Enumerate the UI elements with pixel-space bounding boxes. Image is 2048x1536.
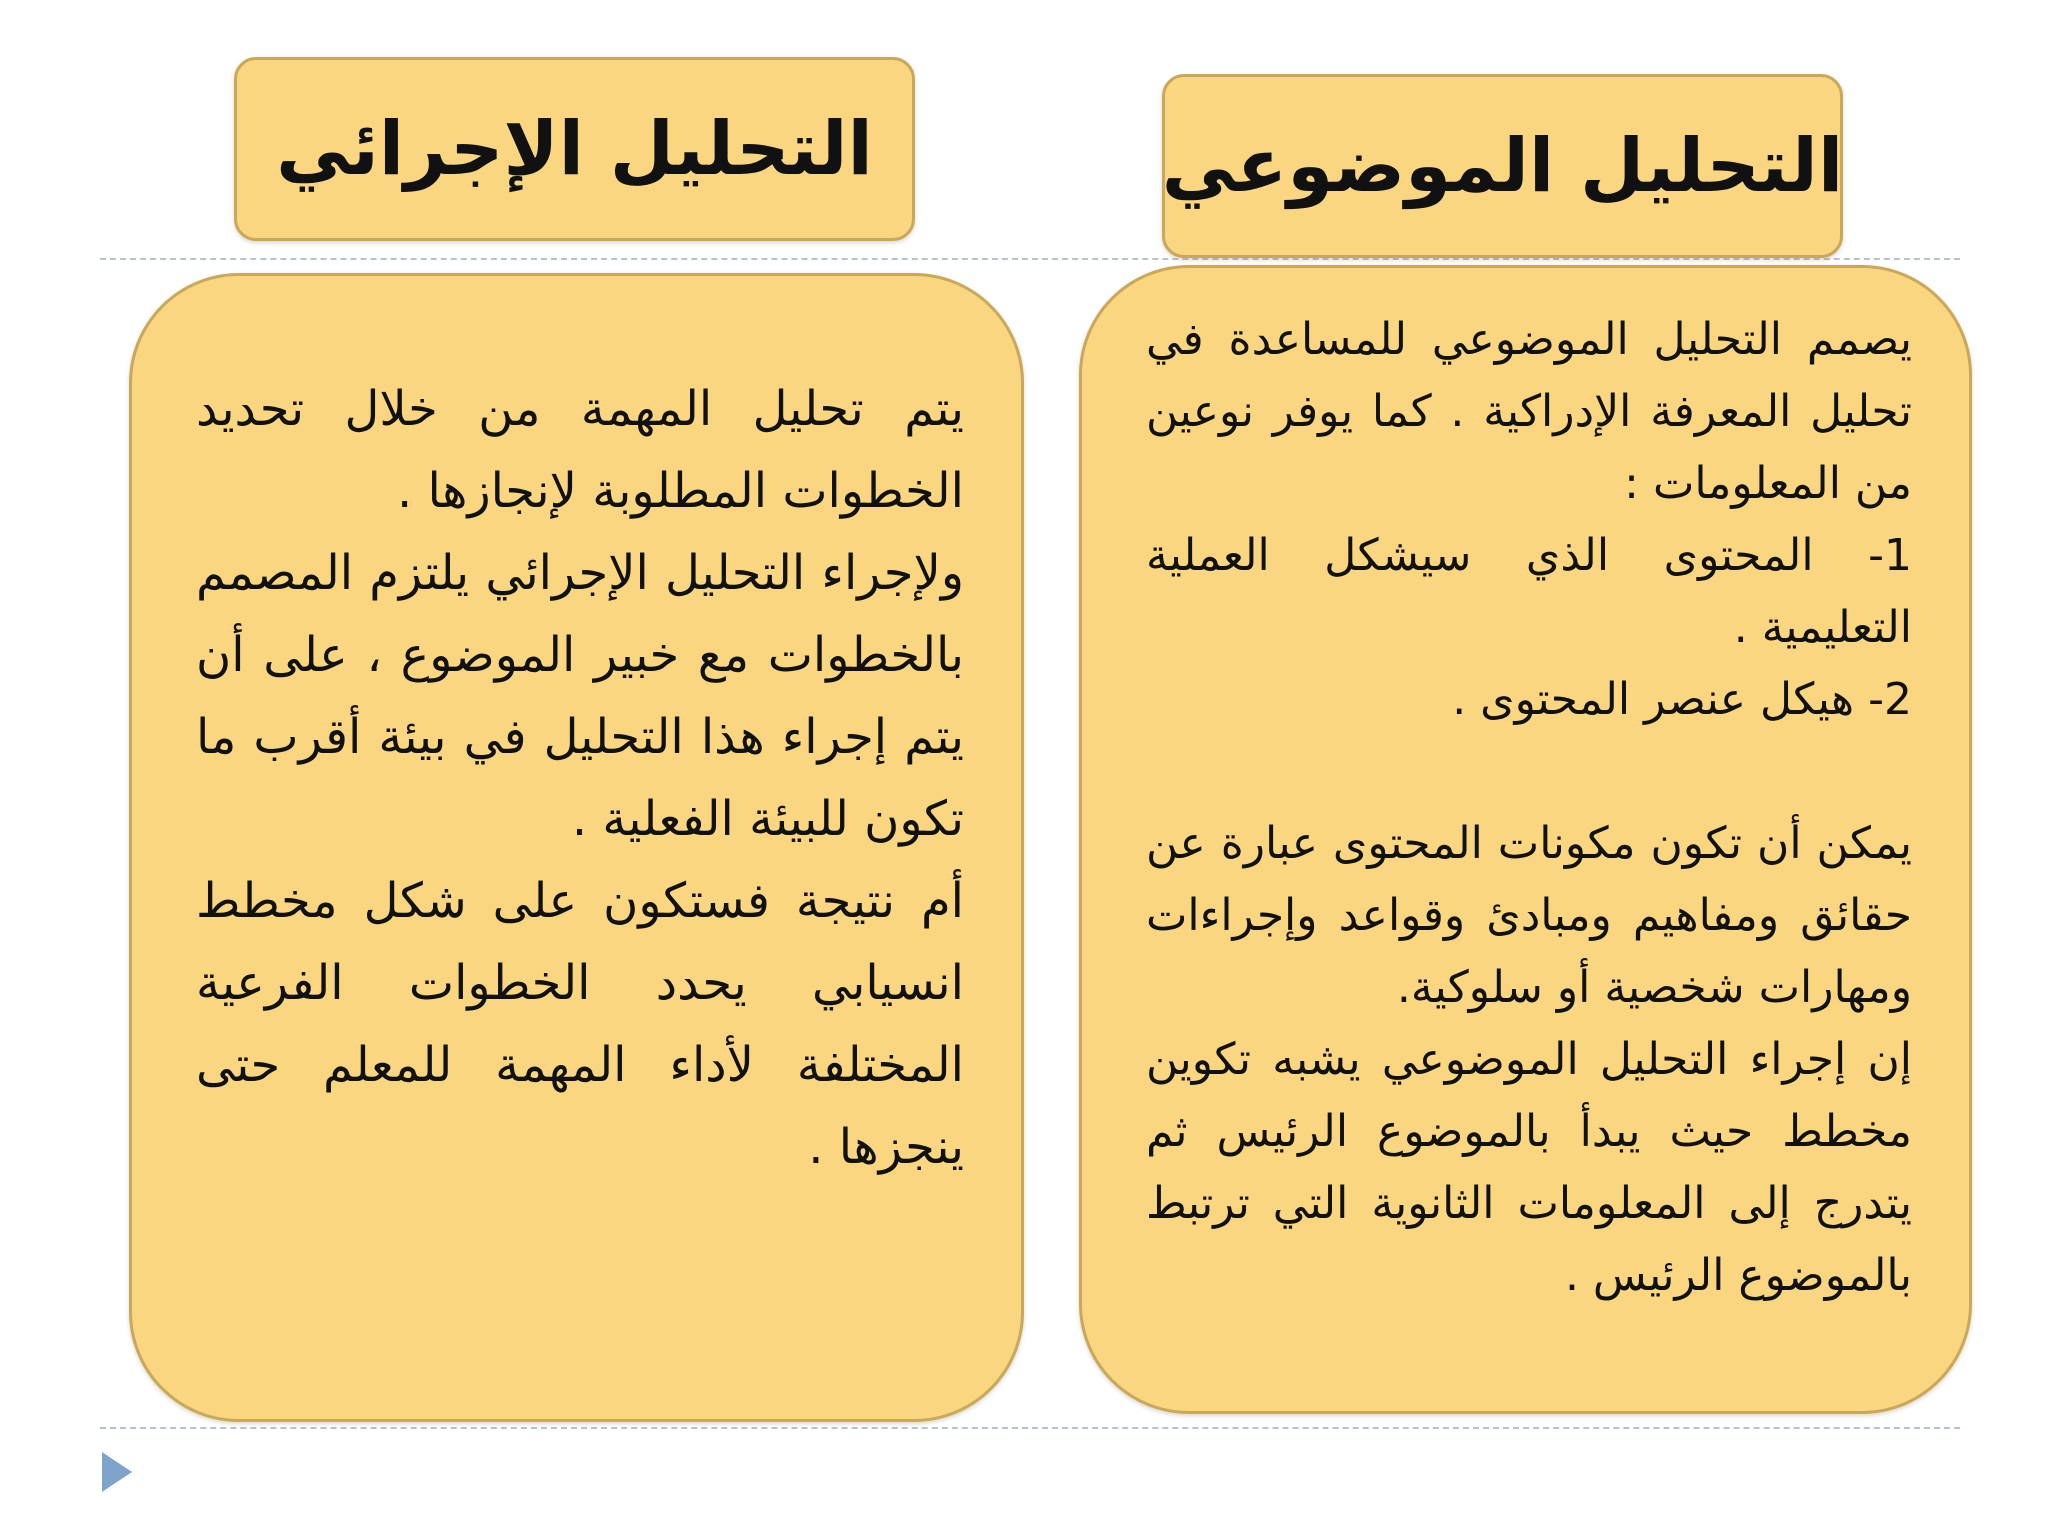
right-paragraph-spacer [1146,736,1912,808]
left-content-text [196,368,964,1188]
left-paragraph-2: ولإجراء التحليل الإجرائي يلتزم المصمم بالخطوات مع خبير الموضوع ، على أن يتم إجراء هذا التحليل في بيئة أقرب ما تكون للبيئة الفعلية . [196,545,964,847]
right-paragraph-3: 2- هيكل عنصر المحتوى . [1452,674,1912,725]
right-title: التحليل الموضوعي [1161,123,1844,209]
top-divider [100,258,1960,260]
right-paragraph-5: إن إجراء التحليل الموضوعي يشبه تكوين مخطط حيث يبدأ بالموضوع الرئيس ثم يتدرج إلى المعلومات الثانوية التي ترتبط بالموضوع الرئيس . [1146,1034,1912,1301]
right-title-box [1162,74,1843,258]
left-title: التحليل الإجرائي [276,106,873,192]
play-triangle-icon [102,1452,132,1492]
right-content-box [1079,265,1972,1414]
right-paragraph-1: يصمم التحليل الموضوعي للمساعدة في تحليل المعرفة الإدراكية . كما يوفر نوعين من المعلومات : [1146,314,1912,509]
right-paragraph-2: 1- المحتوى الذي سيشكل العملية التعليمية . [1146,530,1912,653]
left-paragraph-1: يتم تحليل المهمة من خلال تحديد الخطوات المطلوبة لإنجازها . [196,381,964,519]
bottom-divider [100,1427,1960,1429]
right-content-text [1146,304,1912,1312]
right-paragraph-4: يمكن أن تكون مكونات المحتوى عبارة عن حقائق ومفاهيم ومبادئ وقواعد وإجراءات ومهارات شخصية أو سلوكية. [1146,818,1912,1013]
left-title-box [234,57,915,241]
left-content-box [129,273,1024,1422]
left-paragraph-3: أم نتيجة فستكون على شكل مخطط انسيابي يحدد الخطوات الفرعية المختلفة لأداء المهمة للمعلم حتى ينجزها . [196,873,964,1175]
